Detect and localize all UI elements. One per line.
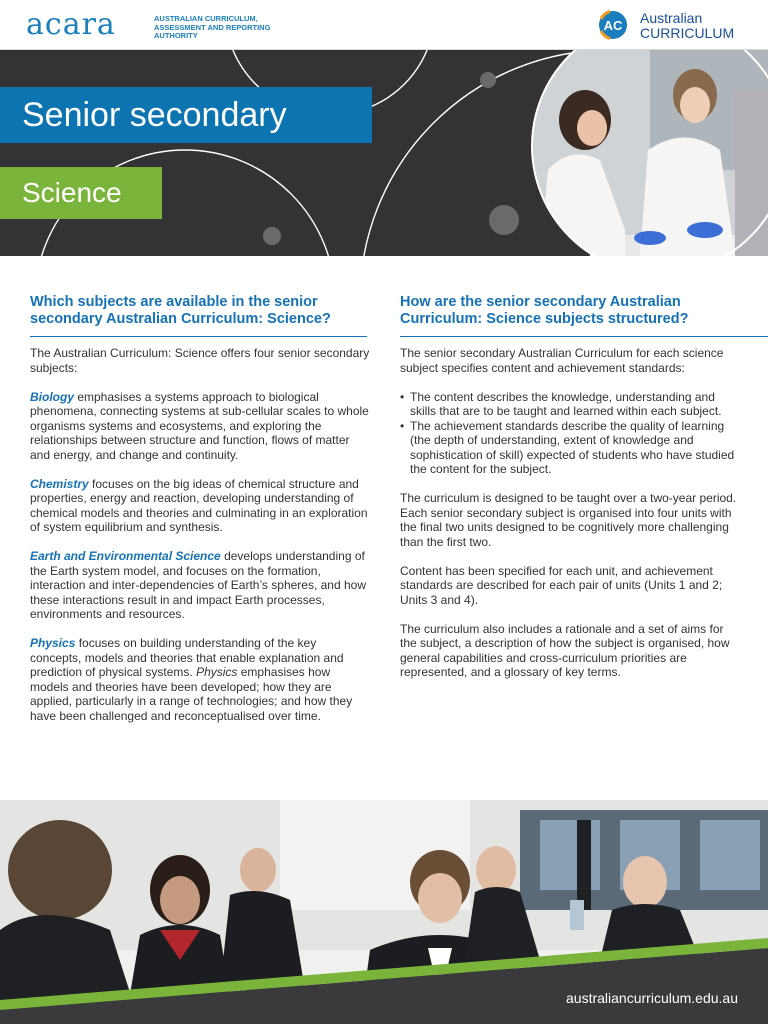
left-intro: The Australian Curriculum: Science offers four senior secondary subjects: xyxy=(30,346,370,375)
earth-environmental-description: develops understanding of the Earth system model, and focuses on the formation, interaction and inter-dependencies of Earth’s spheres, and how these interactions result in and impact Earth processes, environments and resources. xyxy=(30,549,366,621)
header-bar xyxy=(0,0,768,50)
right-column-heading-wrap xyxy=(400,294,740,328)
term-biology: Biology xyxy=(30,389,74,404)
right-paragraph-rationale: The curriculum also includes a rationale and a set of aims for the subject, a description of how the subject is organised, how general capabilities and cross-curriculum priorities are represented, and a glossary of key terms. xyxy=(400,621,730,679)
left-column-heading-wrap xyxy=(30,294,367,328)
page-title: Senior secondary xyxy=(0,87,372,143)
subject-physics xyxy=(30,636,370,723)
left-heading-divider xyxy=(30,336,367,337)
australian-curriculum-logo-icon xyxy=(598,10,632,40)
ac-brand-line2: CURRICULUM xyxy=(640,25,735,41)
right-heading-divider xyxy=(400,336,768,337)
hero-banner xyxy=(0,50,768,256)
right-intro: The senior secondary Australian Curriculum for each science subject specifies content and achievement standards: xyxy=(400,346,724,375)
acara-logo: acara xyxy=(26,7,116,42)
website-link[interactable]: australiancurriculum.edu.au xyxy=(566,990,738,1006)
subject-earth-environmental xyxy=(30,549,370,622)
physics-description-b: emphasises how models and theories have been developed; how they are applied, particularly in a range of technologies; and how they have been challenged and reconceptualised over time. xyxy=(30,665,353,723)
ac-logo-letters: AC xyxy=(603,18,623,33)
term-chemistry: Chemistry xyxy=(30,476,89,491)
right-column-heading: How are the senior secondary Australian Curriculum: Science subjects structured? xyxy=(400,294,689,327)
ac-brand-line1: Australian xyxy=(640,10,703,26)
subject-badge: Science xyxy=(0,167,162,219)
subject-chemistry xyxy=(30,477,370,535)
right-paragraph-units: Content has been specified for each unit, and achievement standards are described for each pair of units (Units 1 and 2; Units 3 and 4). xyxy=(400,563,723,607)
left-column-body xyxy=(30,346,370,738)
australian-curriculum-wordmark xyxy=(640,11,734,41)
footer xyxy=(0,800,768,1024)
physics-inline-term: Physics xyxy=(196,665,238,679)
term-earth-environmental: Earth and Environmental Science xyxy=(30,549,221,563)
bullet-content: • The content describes the knowledge, understanding and skills that are to be taught and learned within each subject. xyxy=(400,390,742,419)
structure-bullet-list xyxy=(400,390,742,477)
acara-full-name: AUSTRALIAN CURRICULUM, ASSESSMENT AND REPORTING AUTHORITY xyxy=(154,14,271,41)
right-column-body xyxy=(400,346,742,694)
lab-students-photo xyxy=(530,50,768,256)
left-column-heading: Which subjects are available in the senior secondary Australian Curriculum: Science? xyxy=(30,294,331,327)
bullet-achievement-standards: • The achievement standards describe the quality of learning (the depth of understanding, extent of knowledge and sophistication of skill) expected of students who have studied the content for the subject. xyxy=(400,419,742,477)
right-paragraph-duration: The curriculum is designed to be taught over a two-year period. Each senior secondary subject is organised into four units with the final two units designed to be cognitively more challenging than the first two. xyxy=(400,491,737,549)
term-physics: Physics xyxy=(30,636,76,650)
physics-description-a: focuses on building understanding of the key concepts, models and theories that enable explanation and prediction of physical systems. xyxy=(30,636,344,679)
subject-biology xyxy=(30,390,370,463)
chemistry-description: focuses on the big ideas of chemical structure and properties, energy and reaction, developing understanding of chemical models and theories and culminating in an exploration of system equilibrium and synthesis. xyxy=(30,476,368,534)
biology-description: emphasises a systems approach to biological phenomena, connecting systems at sub-cellular scales to whole organisms systems and ecosystems, and exploring the relationships between structure and function, flows of matter and energy, and change and continuity. xyxy=(30,389,369,462)
